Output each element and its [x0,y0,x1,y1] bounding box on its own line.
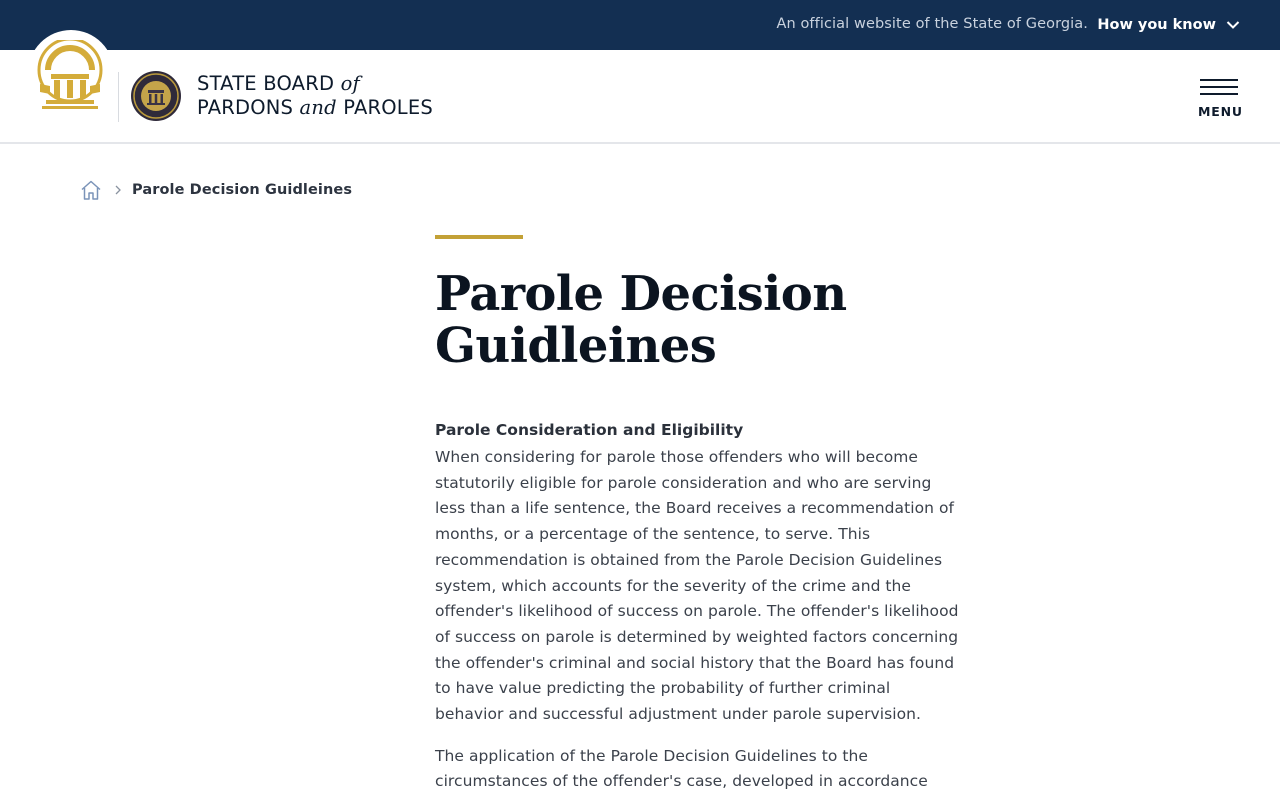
how-you-know-label: How you know [1097,17,1216,33]
org-name-paroles: PAROLES [343,96,433,119]
breadcrumb [80,178,352,202]
chevron-down-icon [1226,20,1240,30]
org-name-pardons: PARDONS [197,96,294,119]
org-name-of: of [340,72,360,95]
georgia-capitol-logo-icon[interactable] [36,40,104,116]
org-name-state-board: STATE BOARD [197,72,335,95]
how-you-know-button[interactable] [1097,14,1240,36]
menu-label: MENU [1198,104,1243,119]
board-seal-icon [130,70,182,122]
page-title-line2: Guidleines [435,318,717,374]
org-name-line2 [197,96,433,120]
official-site-text: An official website of the State of Georgia. [776,16,1088,32]
breadcrumb-current-page: Parole Decision Guidleines [132,182,353,198]
home-icon[interactable] [80,179,102,201]
page-title [435,268,995,372]
title-accent-bar [435,235,523,239]
hamburger-icon [1200,79,1238,95]
header-divider [118,72,119,122]
org-name-line1 [197,72,433,96]
site-header [0,50,1280,144]
body-paragraph-2: The application of the Parole Decision Guidelines to the circumstances of the offender's case, developed in accordance [435,746,928,791]
organization-name[interactable] [197,72,433,120]
official-site-banner [0,0,1280,50]
body-paragraph-1: When considering for parole those offenders who will become statutorily eligible for parole consideration and who are serving less than a life sentence, the Board receives a recommendation of months, or a percentage of the sentence, to serve. This recommendation is obtained from the Parole Decision Guidelines system, which accounts for the severity of the crime and the offender's likelihood of success on parole. The offender's likelihood of success on parole is determined by weighted factors concerning the offender's criminal and social history that the Board has found to have value predicting the probability of further criminal behavior and successful adjustment under parole supervision. [435,448,959,724]
main-content [435,419,960,795]
page-title-line1: Parole Decision [435,266,847,322]
org-name-and: and [299,96,337,119]
chevron-right-icon [114,185,122,195]
section-subheading: Parole Consideration and Eligibility [435,421,744,439]
menu-button[interactable] [1198,79,1243,123]
